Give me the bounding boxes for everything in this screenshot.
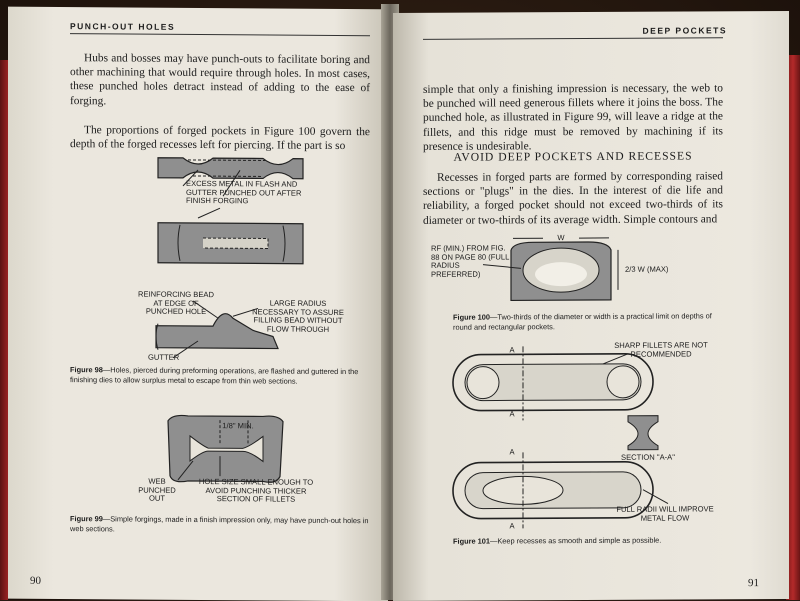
book-cover-edge-left xyxy=(0,60,8,600)
fig98-caption xyxy=(70,365,370,387)
section-heading: AVOID DEEP POCKETS AND RECESSES xyxy=(423,149,723,164)
right-page xyxy=(393,11,789,601)
left-paragraph-2: The proportions of forged pockets in Figure 100 govern the depth of the forged recesses left for piercing. If the part is so xyxy=(70,123,370,154)
fig99-caption xyxy=(70,514,370,536)
left-running-head: PUNCH-OUT HOLES xyxy=(70,21,175,32)
figure-101-drawing-bottom xyxy=(393,441,789,533)
fig101-caption-label: Figure 101 xyxy=(453,537,490,546)
fig98-excess-metal-label: EXCESS METAL IN FLASH AND GUTTER PUNCHED OUT AFTER FINISH FORGING xyxy=(186,180,316,207)
right-head-rule xyxy=(423,37,723,40)
fig101-caption xyxy=(453,535,723,546)
fig101-marker-a-top-2: A xyxy=(505,410,519,419)
figure-98-drawing-top xyxy=(8,147,388,310)
left-page-number: 90 xyxy=(30,575,41,587)
fig99-web-punched-label: WEB PUNCHED OUT xyxy=(136,478,178,504)
fig101-marker-a-top-1: A xyxy=(505,346,519,355)
fig98-caption-text: —Holes, pierced during preforming operations, are flashed and guttered in the finishing dies to allow surplus metal to escape from thin web sections. xyxy=(70,365,358,385)
fig100-radius-label: RF (MIN.) FROM FIG. 88 ON PAGE 80 (FULL RADIUS PREFERRED) xyxy=(431,244,511,279)
left-page xyxy=(8,7,388,601)
right-paragraph-section: Recesses in forged parts are formed by corresponding raised sections or "plugs" in the dies. In the interest of die life and reliability, a forged pocket should not exceed two-thirds of its diameter or two-thirds of its average width. Simple contours and xyxy=(423,169,723,227)
fig100-two-thirds-label: 2/3 W (MAX) xyxy=(625,266,685,275)
fig100-caption-text: —Two-thirds of the diameter or width is a practical limit on depths of round and rectangular pockets. xyxy=(453,311,712,331)
fig100-caption-label: Figure 100 xyxy=(453,313,490,322)
left-head-rule xyxy=(70,33,370,36)
fig99-hole-size-label: HOLE SIZE SMALL ENOUGH TO AVOID PUNCHING THICKER SECTION OF FILLETS xyxy=(196,478,316,505)
fig100-caption xyxy=(453,311,723,332)
right-page-number: 91 xyxy=(748,577,759,589)
fig101-full-radii-label: FULL RADII WILL IMPROVE METAL FLOW xyxy=(615,505,715,523)
fig99-caption-label: Figure 99 xyxy=(70,514,103,523)
fig99-caption-text: —Simple forgings, made in a finish impression only, may have punch-out holes in web sections. xyxy=(70,514,369,533)
fig98-gutter-label: GUTTER xyxy=(148,354,188,363)
left-paragraph-1: Hubs and bosses may have punch-outs to facilitate boring and other machining that would require through holes. In most cases, these punched holes detract instead of adding to the ease of forging. xyxy=(70,51,370,110)
fig98-reinforcing-bead-label: REINFORCING BEAD AT EDGE OF PUNCHED HOLE xyxy=(138,291,214,317)
fig101-marker-a-bottom-1: A xyxy=(505,448,519,457)
right-paragraph-top: simple that only a finishing impression is necessary, the web to be punched will need generous fillets where it joins the boss. The punched hole, as illustrated in Figure 99, will leave a ridge at the fillets, and this ridge must be removed by machining if its presence is undesirable. xyxy=(423,81,723,154)
fig101-section-label: SECTION "A-A" xyxy=(613,454,683,463)
fig101-marker-a-bottom-2: A xyxy=(505,522,519,531)
fig98-large-radius-label: LARGE RADIUS NECESSARY TO ASSURE FILLING BEAD WITHOUT FLOW THROUGH xyxy=(248,299,348,334)
fig100-w-label: W xyxy=(548,234,574,243)
fig98-caption-label: Figure 98 xyxy=(70,365,103,374)
fig101-sharp-fillets-label: SHARP FILLETS ARE NOT RECOMMENDED xyxy=(611,341,711,359)
right-running-head: DEEP POCKETS xyxy=(643,25,727,35)
fig101-caption-text: —Keep recesses as smooth and simple as possible. xyxy=(490,536,661,546)
fig99-min-label: 1/8" MIN. xyxy=(208,422,268,431)
